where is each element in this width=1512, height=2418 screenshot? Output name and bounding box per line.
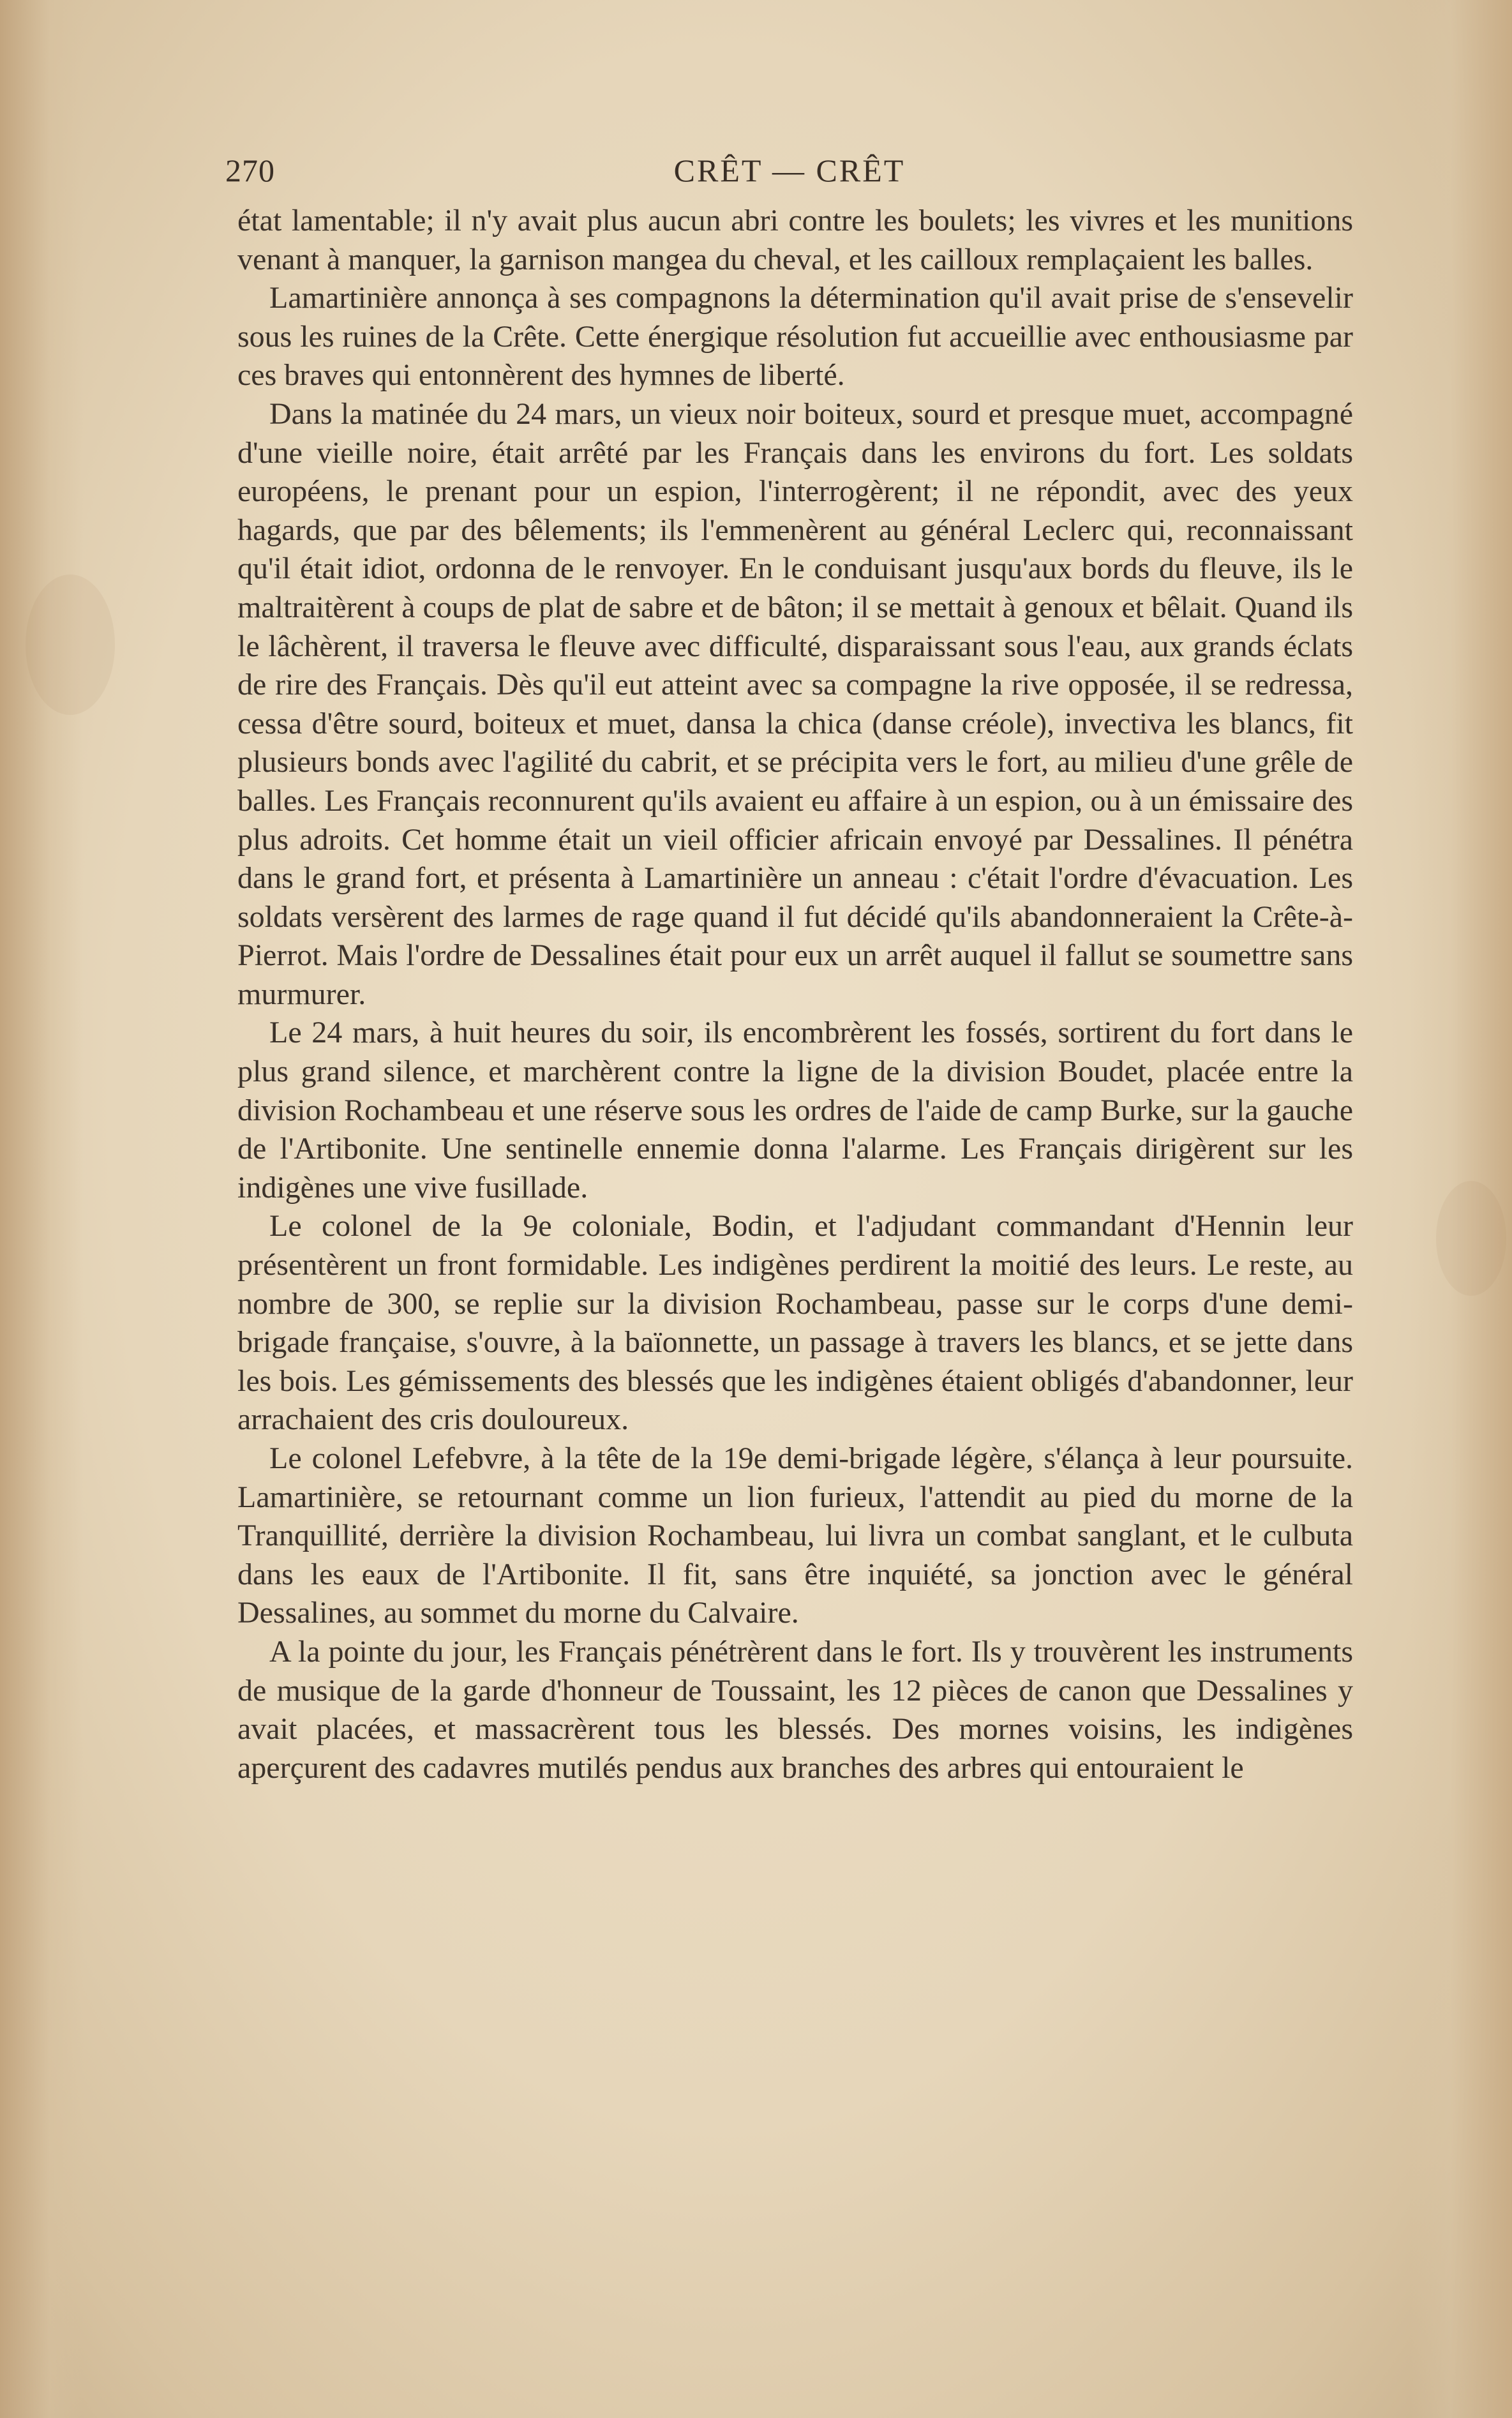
body-text <box>237 202 1353 1787</box>
paper-stain <box>26 574 115 715</box>
paragraph: Dans la matinée du 24 mars, un vieux noir boiteux, sourd et presque muet, accompagné d'une vieille noire, était arrêté par les Français dans les environs du fort. Les soldats européens, le prenant pour un espion, l'interrogèrent; il ne répondit, avec des yeux hagards, que par des bêlements; ils l'emmenèrent au général Leclerc qui, reconnaissant qu'il était idiot, ordonna de le renvoyer. En le conduisant jusqu'aux bords du fleuve, ils le maltraitèrent à coups de plat de sabre et de bâton; il se mettait à genoux et bêlait. Quand ils le lâchèrent, il traversa le fleuve avec difficulté, disparaissant sous l'eau, aux grands éclats de rire des Français. Dès qu'il eut atteint avec sa compagne la rive opposée, il se redressa, cessa d'être sourd, boiteux et muet, dansa la chica (danse créole), invectiva les blancs, fit plusieurs bonds avec l'agilité du cabrit, et se précipita vers le fort, au milieu d'une grêle de balles. Les Français reconnurent qu'ils avaient eu affaire à un espion, ou à un émissaire des plus adroits. Cet homme était un vieil officier africain envoyé par Dessalines. Il pénétra dans le grand fort, et présenta à Lamartinière un anneau : c'était l'ordre d'évacuation. Les soldats versèrent des larmes de rage quand il fut décidé qu'ils abandonneraient la Crête-à-Pierrot. Mais l'ordre de Dessalines était pour eux un arrêt auquel il fallut se soumettre sans murmurer. <box>237 396 1353 1011</box>
page-header <box>225 148 1354 194</box>
page-number: 270 <box>225 153 275 188</box>
running-title: CRÊT — CRÊT <box>673 153 906 188</box>
paragraph: Le colonel de la 9e coloniale, Bodin, et l'adjudant commandant d'Hennin leur présentèrent un front formidable. Les indigènes perdirent la moitié des leurs. Le reste, au nombre de 300, se replie sur la division Rochambeau, passe sur le corps d'une demi-brigade française, s'ouvre, à la baïonnette, un passage à travers les blancs, et se jette dans les bois. Les gémissements des blessés que les indigènes étaient obligés d'abandonner, leur arrachaient des cris douloureux. <box>237 1209 1353 1437</box>
paragraph: A la pointe du jour, les Français pénétrèrent dans le fort. Ils y trouvèrent les instruments de musique de la garde d'honneur de Toussaint, les 12 pièces de canon que Dessalines y avait placées, et massacrèrent tous les blessés. Des mornes voisins, les indigènes aperçurent des cadavres mutilés pendus aux branches des arbres qui entouraient le <box>237 1634 1353 1785</box>
paragraph: Lamartinière annonça à ses compagnons la détermination qu'il avait prise de s'ensevelir sous les ruines de la Crête. Cette énergique résolution fut accueillie avec enthousiasme par ces braves qui entonnèrent des hymnes de liberté. <box>237 281 1353 393</box>
paragraph: état lamentable; il n'y avait plus aucun abri contre les boulets; les vivres et les munitions venant à manquer, la garnison mangea du cheval, et les cailloux remplaçaient les balles. <box>237 204 1353 276</box>
paragraph: Le colonel Lefebvre, à la tête de la 19e demi-brigade légère, s'élança à leur poursuite. Lamartinière, se retournant comme un lion furieux, l'attendit au pied du morne de la Tranquillité, derrière la division Rochambeau, lui livra un combat sanglant, et le culbuta dans les eaux de l'Artibonite. Il fit, sans être inquiété, sa jonction avec le général Dessalines, au sommet du morne du Calvaire. <box>237 1441 1353 1630</box>
paper-stain <box>1436 1181 1506 1296</box>
paragraph: Le 24 mars, à huit heures du soir, ils encombrèrent les fossés, sortirent du fort dans le plus grand silence, et marchèrent contre la ligne de la division Boudet, placée entre la division Rochambeau et une réserve sous les ordres de l'aide de camp Burke, sur la gauche de l'Artibonite. Une sentinelle ennemie donna l'alarme. Les Français dirigèrent sur les indigènes une vive fusillade. <box>237 1016 1353 1205</box>
page-edge-left <box>0 0 83 2418</box>
